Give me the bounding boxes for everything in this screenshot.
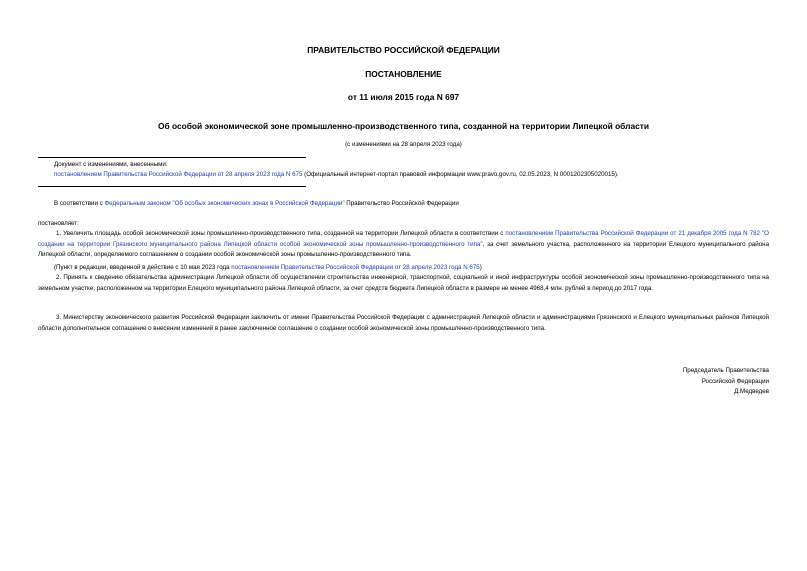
item-1-note-prefix: (Пункт в редакции, введенной в действие с 10 мая 2023 года <box>54 264 232 271</box>
item-1-text-start: 1. Увеличить площадь особой экономической зоны промышленно-производственного типа, созданной на территории Липецкой области в соответствии с <box>56 230 506 237</box>
amendments-line <box>54 170 619 181</box>
preamble <box>54 199 459 210</box>
item-1-note <box>54 263 482 274</box>
item-1-text-end: , за счет земельного участка, расположенного на территории Елецкого муниципального района Липецкой области, определяемого соглашением о создании особой экономической зоны промышленно-производственного типа. <box>38 240 770 259</box>
document-revision-note: (с изменениями на 28 апреля 2023 года) <box>345 141 462 148</box>
government-header: ПРАВИТЕЛЬСТВО РОССИЙСКОЙ ФЕДЕРАЦИИ <box>307 45 500 55</box>
signature-organization: Российской Федерации <box>701 377 769 385</box>
item-1-note-suffix: ) <box>479 264 482 271</box>
preamble-prefix: В соответствии с <box>54 200 105 207</box>
amendment-source: (Официальный интернет-портал правовой информации www.pravo.gov.ru, 02.05.2023, N 0001202305020015). <box>302 171 619 178</box>
amendments-bottom-rule <box>38 186 306 187</box>
item-2: 2. Принять к сведению обязательства администрации Липецкой области об осуществлении строительства инженерной, транспортной, социальной и иной инфраструктуры особой экономической зоны промышленно-производственного типа на земельном участке, расположенном на территории Елецкого муниципального района Липецкой области, за счет средств бюджета Липецкой области в размере не менее 4968,4 млн. рублей в период до 2017 года. <box>38 274 769 292</box>
amendments-top-rule <box>38 157 306 158</box>
amendment-link[interactable]: постановлением Правительства Российской Федерации от 28 апреля 2023 года N 675 <box>54 171 303 178</box>
document-title: Об особой экономической зоне промышленно-производственного типа, созданной на территории Липецкой области <box>157 121 650 131</box>
amendments-label: Документ с изменениями, внесенными: <box>54 161 168 168</box>
resolution-675-link[interactable]: постановлением Правительства Российской Федерации от 28 апреля 2023 года N 675 <box>231 264 480 271</box>
item-3: 3. Министерству экономического развития Российской Федерации заключить от имени Правительства Российской Федерации с администрацией Липецкой области и администрациями Грязинского и Елецкого муниципальных районов Липецкой области дополнительное соглашение о внесении изменений в ранее заключенное соглашение о создании особой экономической зоны промышленно-производственного типа. <box>38 314 769 332</box>
signature-position: Председатель Правительства <box>682 367 769 374</box>
document-type: ПОСТАНОВЛЕНИЕ <box>365 69 442 79</box>
preamble-suffix: Правительство Российской Федерации <box>344 200 459 207</box>
document-date-number: от 11 июля 2015 года N 697 <box>347 92 460 102</box>
item-1 <box>38 229 769 261</box>
signature-block <box>683 366 769 398</box>
resolves-text: постановляет: <box>38 220 79 227</box>
signature-name: Д.Медведев <box>734 388 769 396</box>
federal-law-link[interactable]: Федеральным законом "Об особых экономических зонах в Российской Федерации" <box>104 200 345 207</box>
resolution-782-link[interactable]: постановлением Правительства Российской Федерации от 21 декабря 2005 года N 782 "О создании на территории Грязинского муниципального района Липецкой области особой экономической зоны промышленно-производственного типа" <box>38 230 769 248</box>
